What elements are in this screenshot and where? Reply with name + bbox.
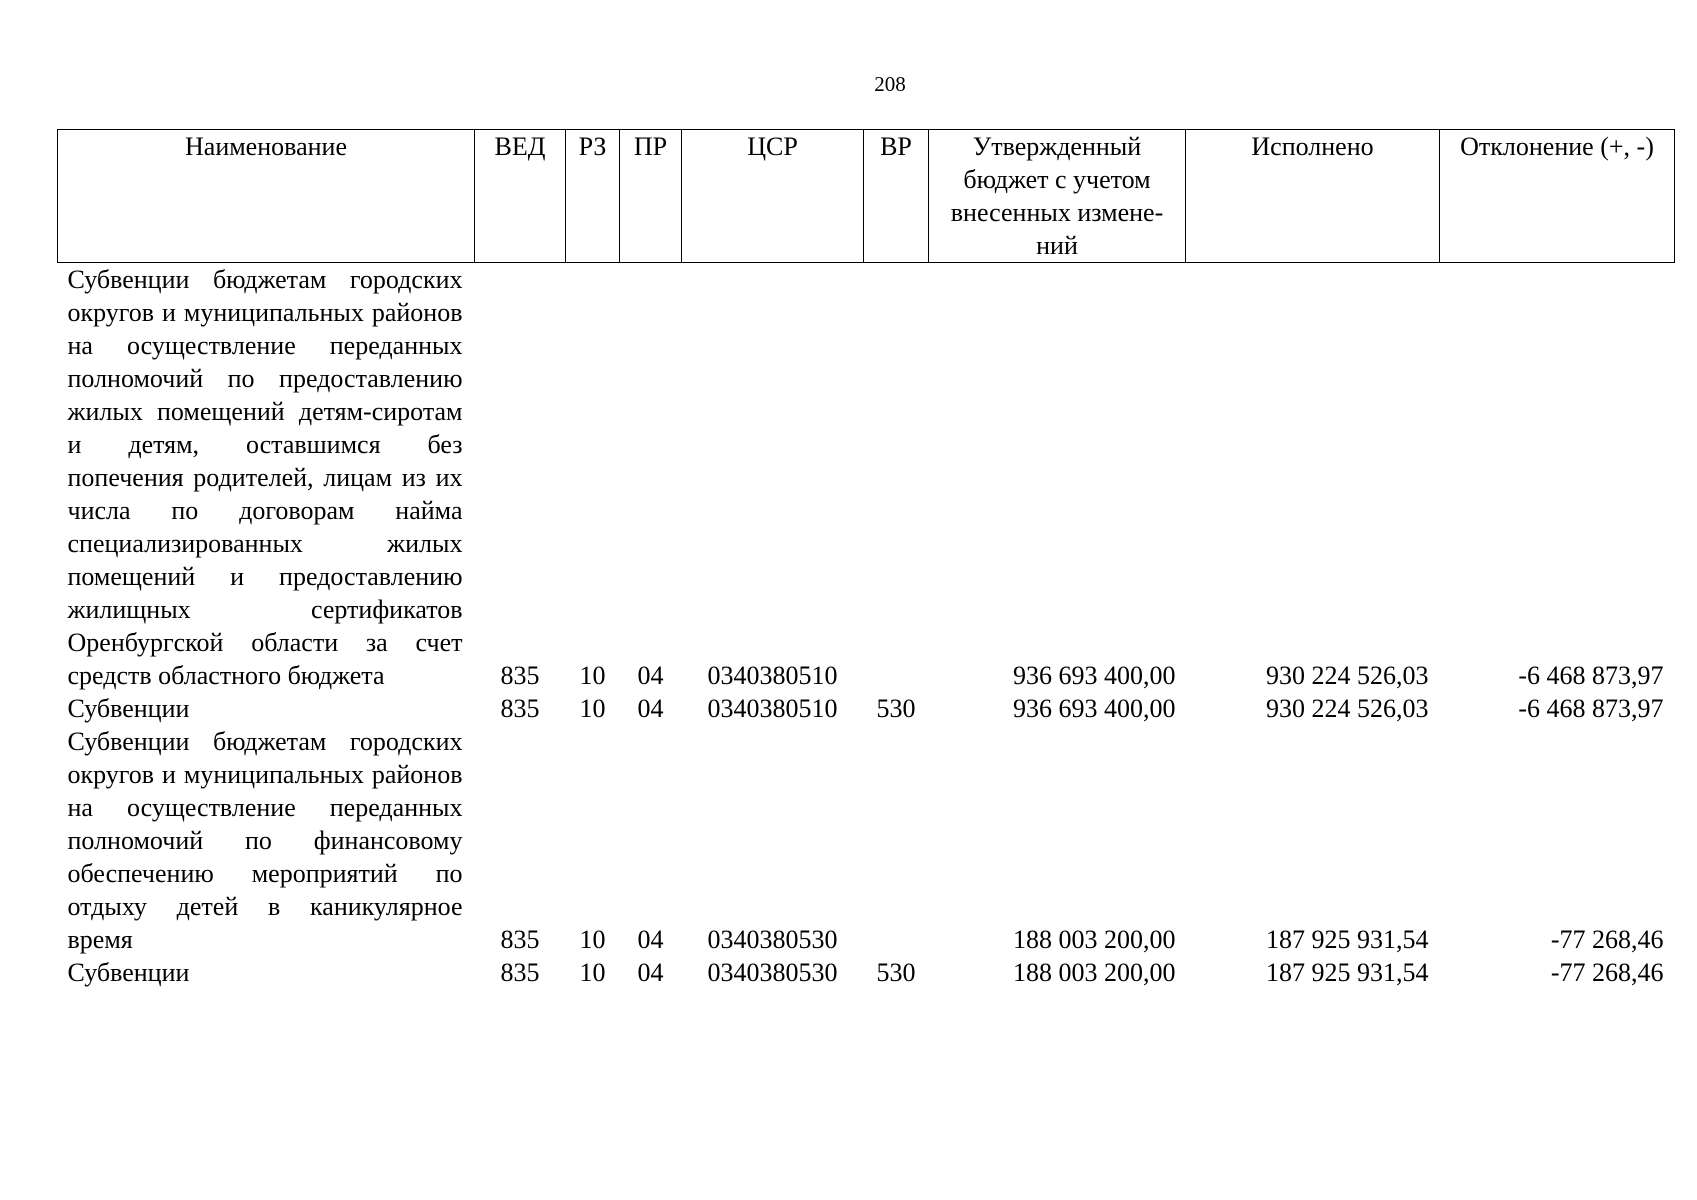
row-name: Субвенции бюджетам городских округов и муниципальных районов на осуществление переданных полномочий по финансовому обеспечению мероприятий по отдыху детей в каникулярное время <box>67 727 463 954</box>
row-rz: 10 <box>579 661 606 690</box>
table-row <box>58 263 1675 693</box>
row-budget: 936 693 400,00 <box>1013 694 1176 723</box>
row-csr: 0340380530 <box>707 958 838 987</box>
header-name: Наименование <box>58 130 475 263</box>
header-budget: Утвержденный бюджет с учетом внесенных измене-ний <box>929 130 1186 263</box>
table-row <box>58 725 1675 956</box>
row-ved: 835 <box>500 958 540 987</box>
row-ved: 835 <box>500 925 540 954</box>
header-vr: ВР <box>864 130 929 263</box>
row-executed: 187 925 931,54 <box>1266 958 1429 987</box>
header-row <box>58 130 1675 263</box>
page-number: 208 <box>874 72 906 96</box>
header-ved: ВЕД <box>475 130 566 263</box>
row-deviation: -77 268,46 <box>1550 925 1664 954</box>
row-rz: 10 <box>579 925 606 954</box>
table-row <box>58 692 1675 725</box>
row-name-cell <box>58 692 475 725</box>
row-pr: 04 <box>637 694 664 723</box>
row-budget: 936 693 400,00 <box>1013 661 1176 690</box>
table-body <box>58 263 1675 990</box>
row-csr: 0340380530 <box>707 925 838 954</box>
row-name-cell <box>58 956 475 989</box>
header-rz: РЗ <box>566 130 620 263</box>
header-deviation: Отклонение (+, -) <box>1440 130 1675 263</box>
row-name: Субвенции бюджетам городских округов и муниципальных районов на осуществление переданных полномочий по предоставлению жилых помещений детям-сиротам и детям, оставшимся без попечения родителей, лицам из их числа по договорам найма специализированных жилых помещений и предоставлению жилищных сертификатов Оренбургской области за счет средств областного бюджета <box>67 265 463 690</box>
row-ved: 835 <box>500 694 540 723</box>
row-budget: 188 003 200,00 <box>1013 958 1176 987</box>
row-rz: 10 <box>579 958 606 987</box>
row-csr: 0340380510 <box>707 694 838 723</box>
header-csr: ЦСР <box>682 130 864 263</box>
table-header <box>58 130 1675 263</box>
row-csr: 0340380510 <box>707 661 838 690</box>
row-rz: 10 <box>579 694 606 723</box>
row-budget: 188 003 200,00 <box>1013 925 1176 954</box>
header-executed: Исполнено <box>1186 130 1440 263</box>
row-vr <box>864 725 929 956</box>
row-executed: 187 925 931,54 <box>1266 925 1429 954</box>
row-name-cell <box>58 263 475 693</box>
row-vr <box>864 263 929 693</box>
header-pr: ПР <box>620 130 682 263</box>
row-ved: 835 <box>500 661 540 690</box>
row-vr: 530 <box>876 694 916 723</box>
row-pr: 04 <box>637 958 664 987</box>
budget-execution-table <box>57 129 1675 989</box>
row-name: Субвенции <box>67 958 190 987</box>
table-row <box>58 956 1675 989</box>
row-name: Субвенции <box>67 694 190 723</box>
row-name-cell <box>58 725 475 956</box>
row-pr: 04 <box>637 661 664 690</box>
row-vr: 530 <box>876 958 916 987</box>
row-deviation: -6 468 873,97 <box>1518 661 1664 690</box>
row-deviation: -77 268,46 <box>1550 958 1664 987</box>
row-deviation: -6 468 873,97 <box>1518 694 1664 723</box>
row-executed: 930 224 526,03 <box>1266 661 1429 690</box>
row-pr: 04 <box>637 925 664 954</box>
row-executed: 930 224 526,03 <box>1266 694 1429 723</box>
